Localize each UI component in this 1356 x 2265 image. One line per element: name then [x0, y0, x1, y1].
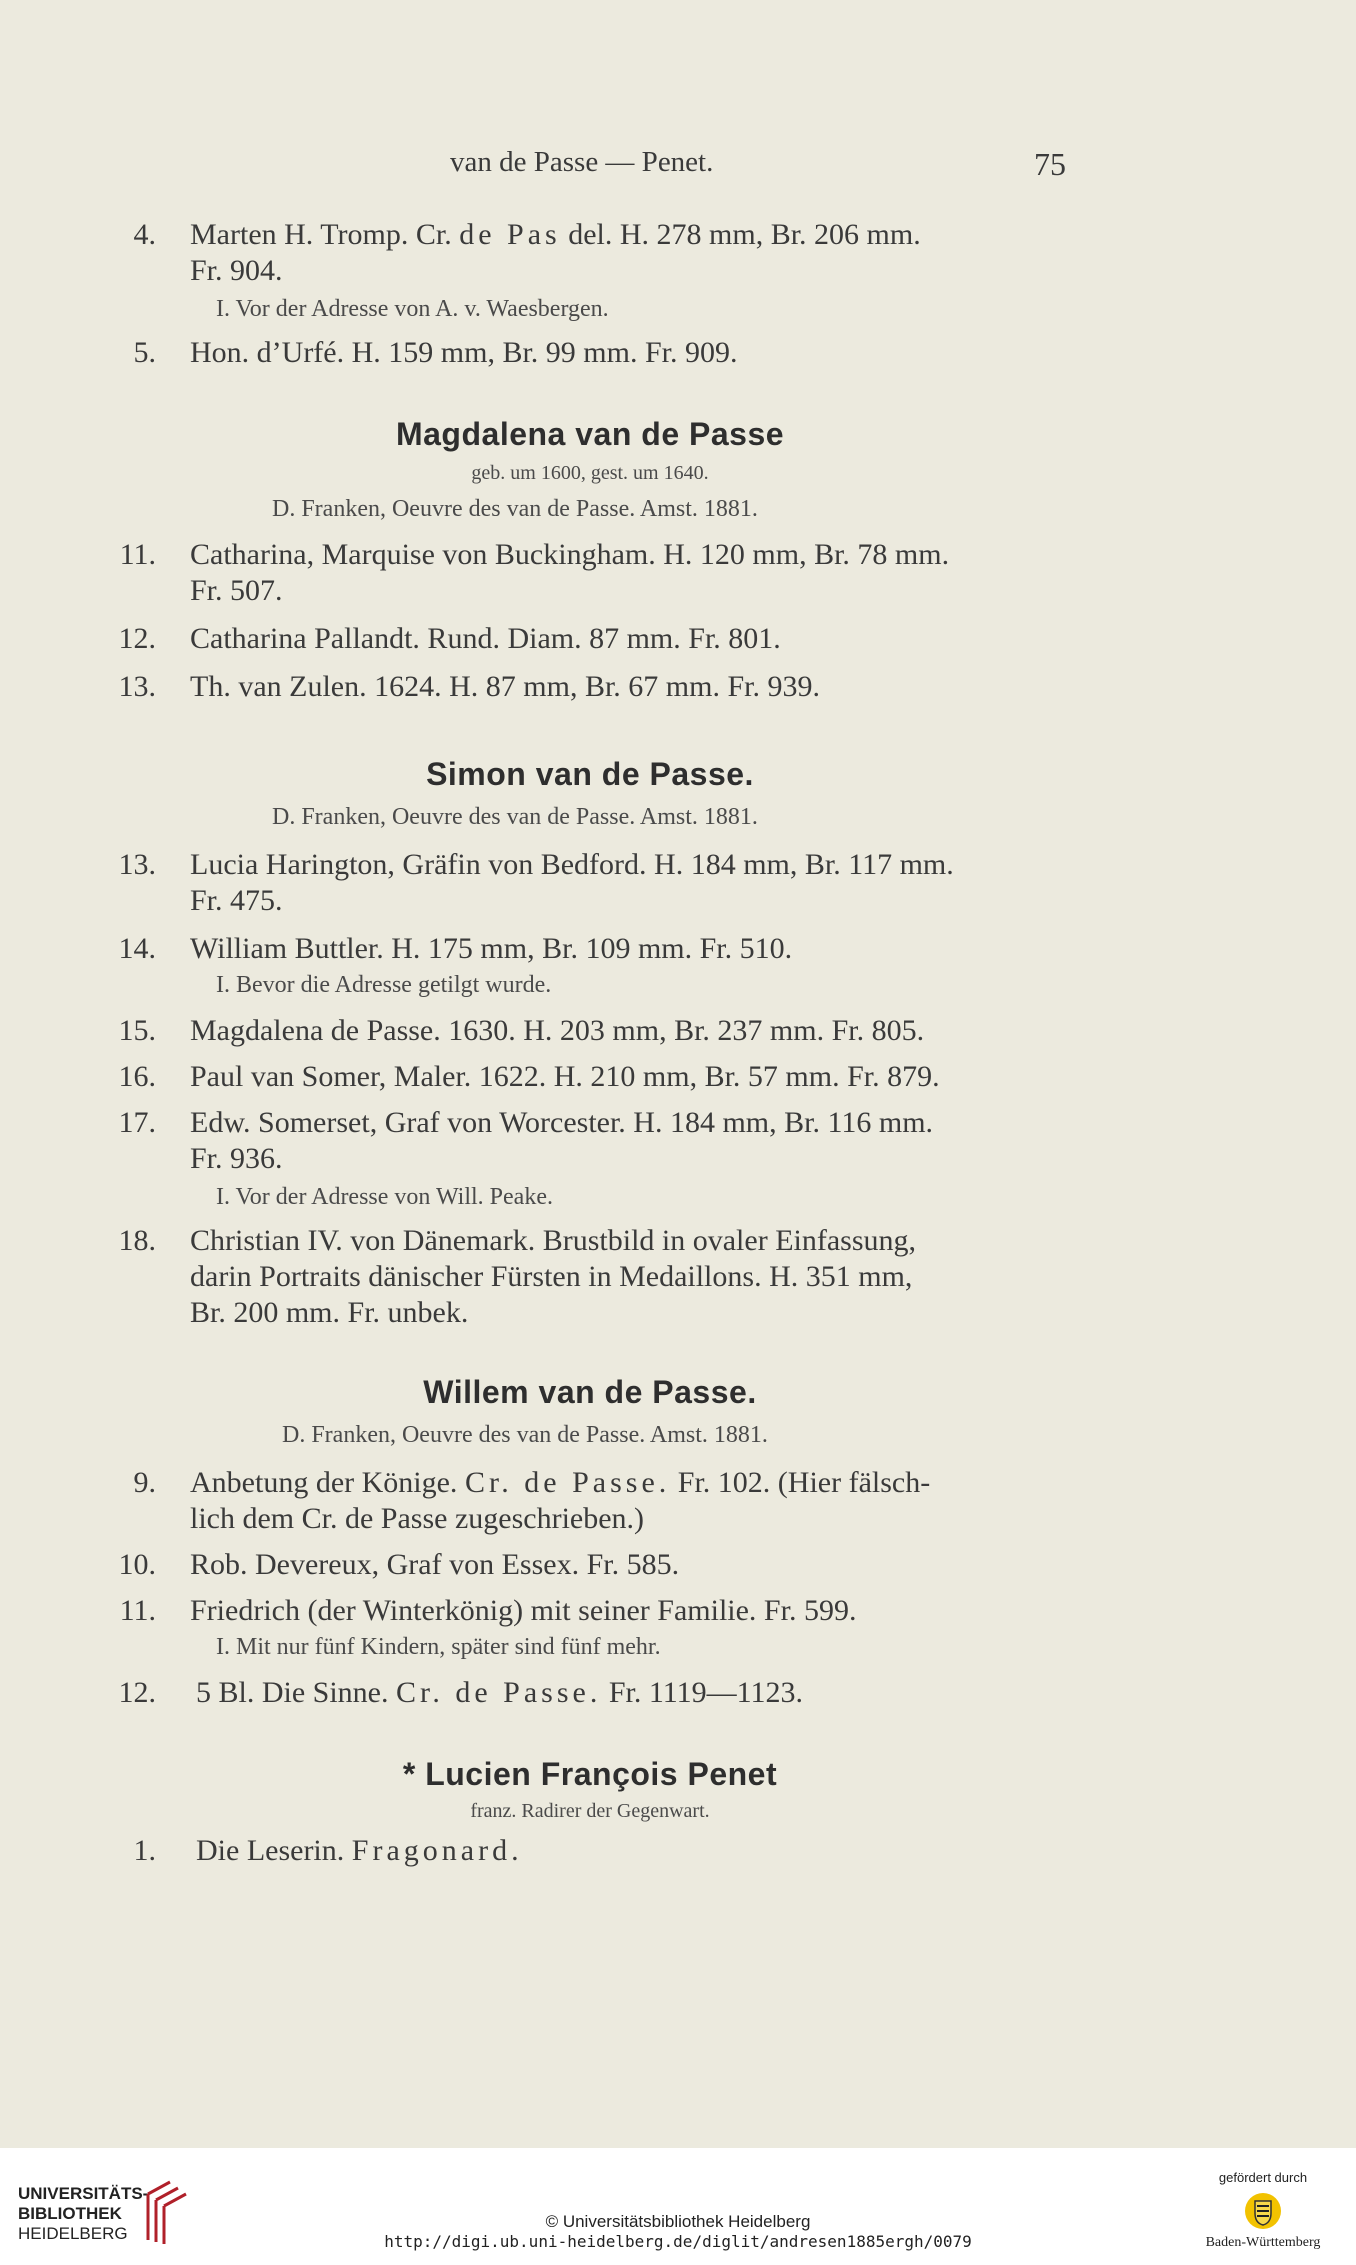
entry-text-line2: Fr. 936.	[190, 1142, 283, 1175]
entry-number: 10.	[118, 1548, 156, 1581]
section-reference: D. Franken, Oeuvre des van de Passe. Amst. 1881.	[272, 496, 758, 522]
entry-number: 12.	[118, 622, 156, 655]
entry-text: Die Leserin. Fragonard.	[196, 1834, 523, 1867]
section-subtitle: franz. Radirer der Gegenwart.	[470, 1800, 710, 1822]
entry-number: 14.	[118, 932, 156, 965]
entry-text: Anbetung der Könige. Cr. de Passe. Fr. 102. (Hier fälsch-	[190, 1466, 931, 1499]
state-note: I. Bevor die Adresse getilgt wurde.	[216, 972, 552, 998]
entry-text: Th. van Zulen. 1624. H. 87 mm, Br. 67 mm. Fr. 939.	[190, 670, 820, 703]
state-note: I. Vor der Adresse von A. v. Waesbergen.	[216, 296, 609, 322]
entry-text: Catharina Pallandt. Rund. Diam. 87 mm. Fr. 801.	[190, 622, 781, 655]
library-logo-text: UNIVERSITÄTS- BIBLIOTHEK HEIDELBERG	[18, 2184, 149, 2243]
page-number: 75	[1034, 146, 1066, 182]
entry-text: Hon. d’Urfé. H. 159 mm, Br. 99 mm. Fr. 909.	[190, 336, 738, 369]
entry-number: 11.	[119, 1594, 156, 1627]
entry-text: Christian IV. von Dänemark. Brustbild in ovaler Einfassung,	[190, 1224, 917, 1257]
entry-text-line2: Fr. 475.	[190, 884, 283, 917]
state-note: I. Mit nur fünf Kindern, später sind fünf mehr.	[216, 1634, 661, 1660]
entry-number: 1.	[133, 1834, 156, 1867]
section-reference: D. Franken, Oeuvre des van de Passe. Amst. 1881.	[272, 804, 758, 830]
entry-number: 4.	[133, 218, 156, 251]
entry-text-line2: Fr. 507.	[190, 574, 283, 607]
sponsor-name: Baden-Württemberg	[1205, 2235, 1321, 2250]
section-reference: D. Franken, Oeuvre des van de Passe. Amst. 1881.	[282, 1422, 768, 1448]
entry-text-line2: lich dem Cr. de Passe zugeschrieben.)	[190, 1502, 645, 1535]
section-heading-penet: * Lucien François Penet	[402, 1756, 778, 1792]
entry-number: 5.	[133, 336, 156, 369]
entry-text-line3: Br. 200 mm. Fr. unbek.	[190, 1296, 469, 1329]
sponsor-label: gefördert durch	[1218, 2170, 1308, 2185]
section-subtitle: geb. um 1600, gest. um 1640.	[471, 462, 709, 484]
entry-text-line2: darin Portraits dänischer Fürsten in Medaillons. H. 351 mm,	[190, 1260, 913, 1293]
entry-number: 18.	[118, 1224, 156, 1257]
entry-number: 11.	[119, 538, 156, 571]
state-crest-icon	[1243, 2191, 1283, 2231]
entry-text: 5 Bl. Die Sinne. Cr. de Passe. Fr. 1119—1123.	[196, 1676, 804, 1709]
copyright-notice: © Universitätsbibliothek Heidelberg	[545, 2212, 811, 2231]
entry-number: 12.	[118, 1676, 156, 1709]
entry-number: 9.	[133, 1466, 156, 1499]
state-note: I. Vor der Adresse von Will. Peake.	[216, 1184, 553, 1210]
entry-text: Catharina, Marquise von Buckingham. H. 120 mm, Br. 78 mm.	[190, 538, 950, 571]
entry-text: Paul van Somer, Maler. 1622. H. 210 mm, Br. 57 mm. Fr. 879.	[190, 1060, 940, 1093]
sponsor-block	[1188, 2170, 1338, 2251]
entry-text: Marten H. Tromp. Cr. de Pas del. H. 278 mm, Br. 206 mm.	[190, 218, 921, 251]
entry-text: Edw. Somerset, Graf von Worcester. H. 184 mm, Br. 116 mm.	[190, 1106, 934, 1139]
entry-text: Magdalena de Passe. 1630. H. 203 mm, Br. 237 mm. Fr. 805.	[190, 1014, 925, 1047]
library-footer	[0, 2148, 1356, 2265]
entry-number: 15.	[118, 1014, 156, 1047]
section-heading-willem: Willem van de Passe.	[423, 1374, 757, 1410]
entry-number: 16.	[118, 1060, 156, 1093]
entry-text: Lucia Harington, Gräfin von Bedford. H. 184 mm, Br. 117 mm.	[190, 848, 954, 881]
entry-text: Rob. Devereux, Graf von Essex. Fr. 585.	[190, 1548, 680, 1581]
entry-number: 13.	[118, 670, 156, 703]
entry-text: Friedrich (der Winterkönig) mit seiner Familie. Fr. 599.	[190, 1594, 857, 1627]
entry-number: 13.	[118, 848, 156, 881]
permalink-url[interactable]: http://digi.ub.uni-heidelberg.de/diglit/andresen1885ergh/0079	[384, 2232, 972, 2251]
section-heading-magdalena: Magdalena van de Passe	[395, 416, 785, 452]
entry-number: 17.	[118, 1106, 156, 1139]
section-heading-simon: Simon van de Passe.	[426, 756, 754, 792]
running-title: van de Passe — Penet.	[450, 146, 714, 178]
entry-text-line2: Fr. 904.	[190, 254, 283, 287]
entry-text: William Buttler. H. 175 mm, Br. 109 mm. Fr. 510.	[190, 932, 793, 965]
